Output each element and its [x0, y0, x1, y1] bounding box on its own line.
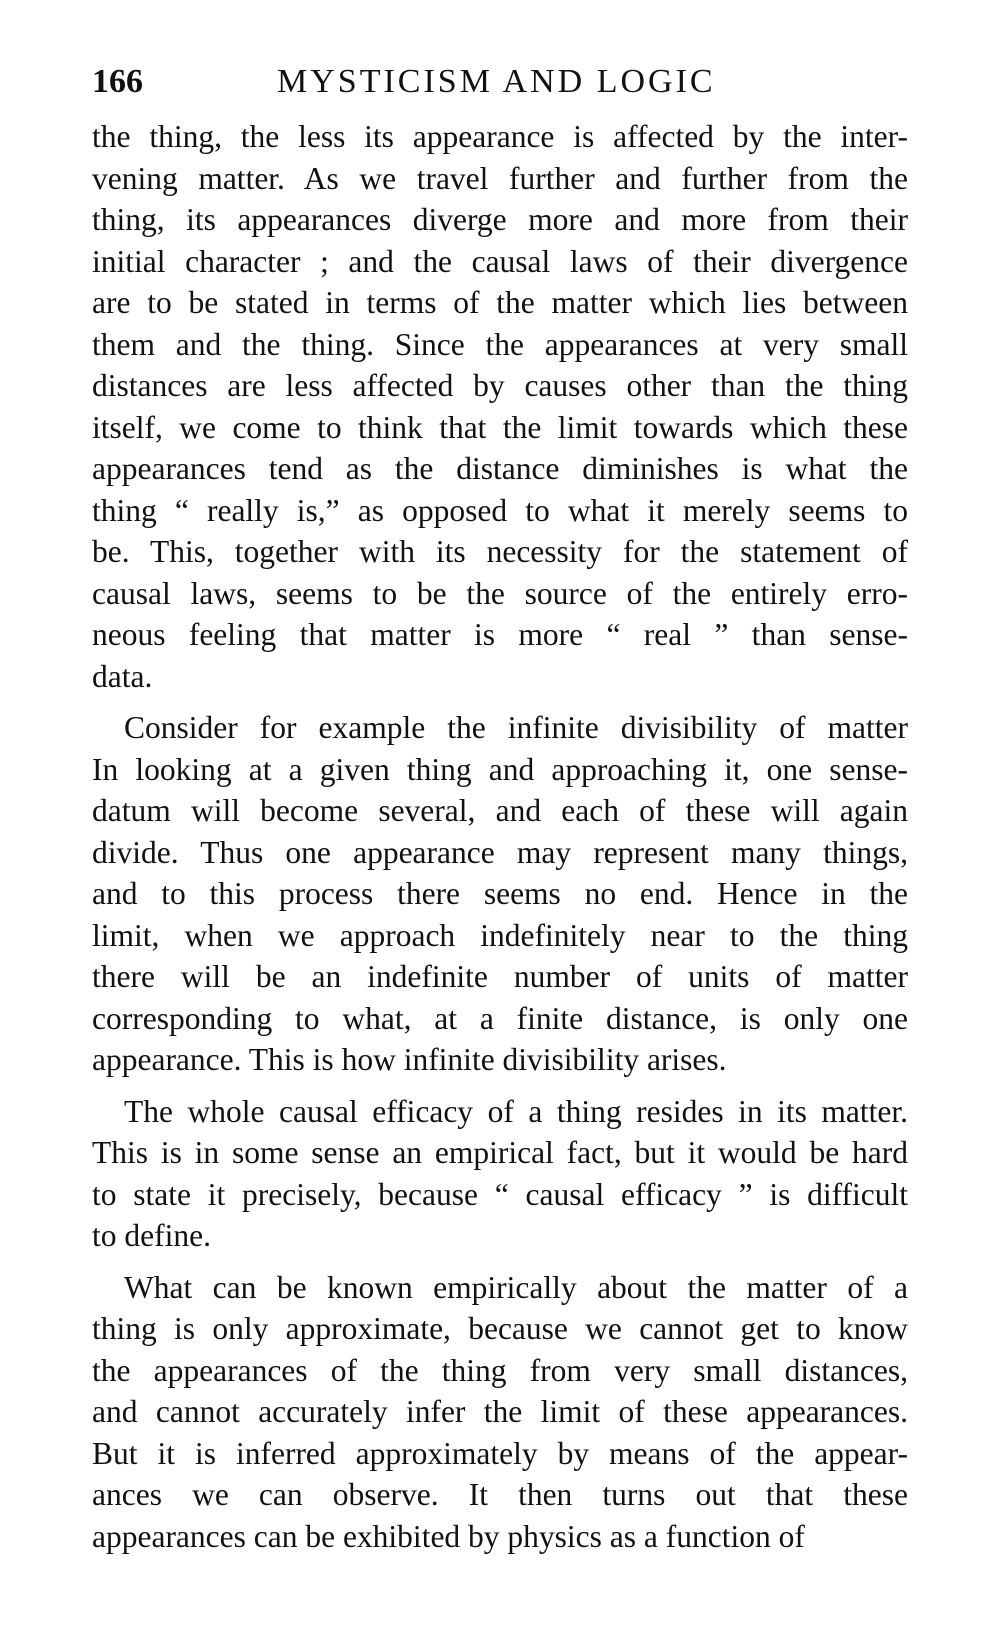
- text-line: limit, when we approach indefinitely near to the thing: [92, 917, 908, 953]
- text-line: appearances can be exhibited by physics as a function of: [92, 1518, 805, 1554]
- text-line: In looking at a given thing and approaching it, one sense-: [92, 751, 908, 787]
- body-text: [92, 116, 908, 1557]
- text-line: data.: [92, 658, 153, 694]
- page-header: [92, 56, 908, 108]
- text-line: be. This, together with its necessity for the statement of: [92, 534, 908, 569]
- text-line: neous feeling that matter is more “ real ” than sense-: [92, 617, 908, 652]
- paragraph-gap: [92, 697, 908, 707]
- paragraph: [92, 116, 908, 697]
- text-line: them and the thing. Since the appearances at very small: [92, 326, 908, 362]
- text-line: causal laws, seems to be the source of the entirely erro-: [92, 575, 908, 611]
- text-line: thing “ really is,” as opposed to what it merely seems to: [92, 492, 908, 528]
- text-line: and cannot accurately infer the limit of these appearances.: [92, 1394, 908, 1429]
- text-line: What can be known empirically about the matter of a: [124, 1269, 908, 1305]
- text-line: there will be an indefinite number of units of matter: [92, 959, 908, 994]
- text-line: itself, we come to think that the limit towards which these: [92, 409, 908, 445]
- text-line: distances are less affected by causes other than the thing: [92, 368, 908, 403]
- page-number: 166: [92, 63, 143, 100]
- text-line: ances we can observe. It then turns out that these: [92, 1477, 908, 1512]
- text-line: datum will become several, and each of these will again: [92, 793, 908, 828]
- text-line: divide. Thus one appearance may represent many things,: [92, 834, 908, 870]
- text-line: to state it precisely, because “ causal efficacy ” is difficult: [92, 1176, 908, 1212]
- paragraph-gap: [92, 1081, 908, 1091]
- text-line: Consider for example the infinite divisibility of matter: [124, 710, 908, 745]
- paragraph: [92, 1267, 908, 1558]
- text-line: the thing, the less its appearance is affected by the inter-: [92, 119, 908, 154]
- text-line: thing, its appearances diverge more and more from their: [92, 202, 908, 237]
- text-line: thing is only approximate, because we cannot get to know: [92, 1311, 908, 1346]
- text-line: corresponding to what, at a finite distance, is only one: [92, 1000, 908, 1036]
- text-line: and to this process there seems no end. Hence in the: [92, 876, 908, 911]
- paragraph: [92, 1091, 908, 1257]
- text-line: are to be stated in terms of the matter which lies between: [92, 285, 908, 320]
- paragraph: [92, 707, 908, 1081]
- text-line: This is in some sense an empirical fact, but it would be hard: [92, 1135, 908, 1170]
- text-line: appearance. This is how infinite divisibility arises.: [92, 1042, 727, 1077]
- text-line: to define.: [92, 1218, 211, 1253]
- text-line: But it is inferred approximately by means of the appear-: [92, 1435, 908, 1471]
- running-title: MYSTICISM AND LOGIC: [277, 63, 716, 100]
- text-line: The whole causal efficacy of a thing resides in its matter.: [124, 1093, 908, 1129]
- text-line: vening matter. As we travel further and further from the: [92, 160, 908, 196]
- text-line: the appearances of the thing from very small distances,: [92, 1352, 908, 1388]
- text-line: initial character ; and the causal laws of their divergence: [92, 243, 908, 279]
- text-line: appearances tend as the distance diminishes is what the: [92, 451, 908, 486]
- paragraph-gap: [92, 1257, 908, 1267]
